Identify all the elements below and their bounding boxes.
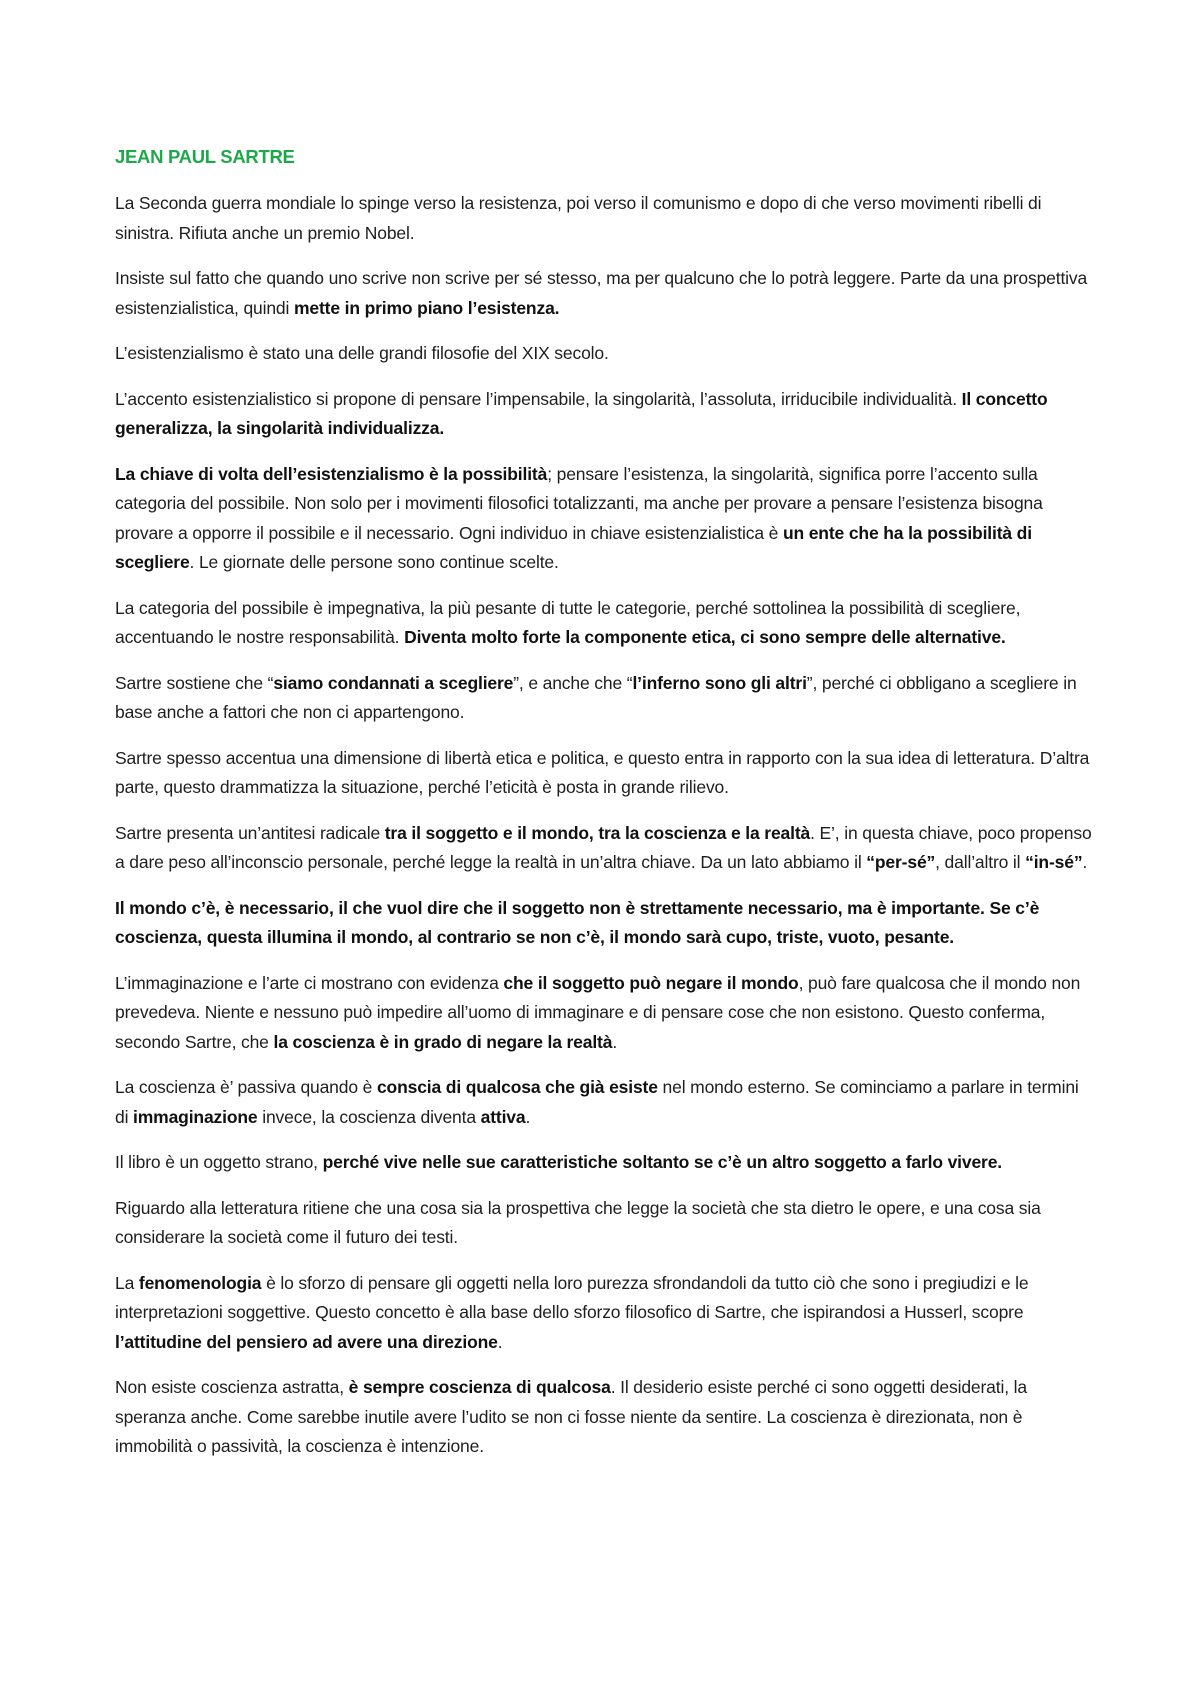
paragraph	[115, 1269, 1092, 1358]
paragraph	[115, 1373, 1092, 1462]
text-segment: Riguardo alla letteratura ritiene che una cosa sia la prospettiva che legge la società che sta dietro le opere, e una cosa sia considerare la società come il futuro dei testi.	[115, 1197, 1041, 1247]
bold-text-segment: mette in primo piano l’esistenza.	[293, 297, 560, 318]
text-segment: La coscienza è’ passiva quando è	[115, 1077, 377, 1097]
paragraph	[115, 594, 1092, 653]
text-segment: , dall’altro il	[935, 852, 1026, 872]
bold-text-segment: l’attitudine del pensiero ad avere una direzione	[115, 1331, 498, 1352]
bold-text-segment: La chiave di volta dell’esistenzialismo è la possibilità	[115, 463, 548, 484]
paragraph	[115, 1194, 1092, 1253]
text-segment: L’accento esistenzialistico si propone di pensare l’impensabile, la singolarità, l’assoluta, irriducibile individualità.	[115, 388, 962, 409]
text-segment: Sartre spesso accentua una dimensione di libertà etica e politica, e questo entra in rapporto con la sua idea di letteratura. D’altra parte, questo drammatizza la situazione, perché l’eticità è posta in grande rilievo.	[115, 747, 1090, 797]
paragraph	[115, 819, 1092, 878]
bold-text-segment: “per-sé”	[866, 852, 936, 872]
bold-text-segment: che il soggetto può negare il mondo	[503, 972, 799, 993]
text-segment: La	[115, 1272, 139, 1293]
bold-text-segment: un ente che ha la possibilità di scegliere	[115, 522, 1032, 572]
bold-text-segment: Il mondo c’è, è necessario, il che vuol dire che il soggetto non è strettamente necessario, ma è importante. Se c’è coscienza, questa illumina il mondo, al contrario se non c’è, il mondo sarà cupo, triste, vuoto, pesante.	[115, 897, 1040, 947]
paragraph	[115, 1073, 1092, 1132]
bold-text-segment: attiva	[480, 1106, 526, 1127]
text-segment: L’immaginazione e l’arte ci mostrano con evidenza	[115, 972, 504, 993]
text-segment: ”, perché ci obbligano a scegliere in base anche a fattori che non ci appartengono.	[115, 672, 1077, 722]
text-segment: ”, e anche che “	[513, 672, 633, 693]
document-body	[115, 189, 1092, 1462]
text-segment: . E’, in questa chiave, poco propenso a dare peso all’inconscio personale, perché legge la realtà in un’altra chiave. Da un lato abbiamo il	[115, 822, 1092, 872]
bold-text-segment: tra il soggetto e il mondo, tra la coscienza e la realtà	[384, 822, 811, 843]
bold-text-segment: Diventa molto forte la componente etica, ci sono sempre delle alternative.	[404, 627, 1006, 647]
bold-text-segment: Il concetto generalizza, la singolarità individualizza.	[115, 388, 1048, 438]
text-segment: invece, la coscienza diventa	[257, 1106, 481, 1127]
bold-text-segment: la coscienza è in grado di negare la realtà	[273, 1031, 613, 1052]
bold-text-segment: siamo condannati a scegliere	[273, 672, 514, 693]
text-segment: La Seconda guerra mondiale lo spinge verso la resistenza, poi verso il comunismo e dopo di che verso movimenti ribelli di sinistra. Rifiuta anche un premio Nobel.	[115, 193, 1042, 243]
text-segment: La categoria del possibile è impegnativa, la più pesante di tutte le categorie, perché sottolinea la possibilità di scegliere, accentuando le nostre responsabilità.	[115, 597, 1021, 647]
text-segment: .	[612, 1031, 618, 1052]
document-title: JEAN PAUL SARTRE	[115, 146, 295, 167]
paragraph	[115, 460, 1092, 578]
paragraph	[115, 669, 1092, 728]
text-segment: L’esistenzialismo è stato una delle grandi filosofie del XIX secolo.	[115, 343, 609, 363]
text-segment: Sartre sostiene che “	[115, 672, 274, 693]
paragraph	[115, 969, 1092, 1058]
paragraph	[115, 264, 1092, 323]
bold-text-segment: l’inferno sono gli altri	[632, 672, 807, 693]
text-segment: Non esiste coscienza astratta,	[115, 1377, 349, 1397]
text-segment: ; pensare l’esistenza, la singolarità, significa porre l’accento sulla categoria del possibile. Non solo per i movimenti filosofici totalizzanti, ma anche per provare a pensare l’esistenza bisogna provare a opporre il possibile e il necessario. Ogni individuo in chiave esistenzialistica è	[115, 463, 1043, 543]
text-segment: nel mondo esterno. Se cominciamo a parlare in termini di	[115, 1077, 1079, 1127]
text-segment: , può fare qualcosa che il mondo non prevedeva. Niente e nessuno può impedire all’uomo di immaginare e di pensare cose che non esistono. Questo conferma, secondo Sartre, che	[115, 972, 1081, 1052]
text-segment: .	[497, 1331, 503, 1352]
bold-text-segment: è sempre coscienza di qualcosa	[348, 1377, 611, 1397]
paragraph	[115, 894, 1092, 953]
text-segment: .	[525, 1106, 531, 1127]
text-segment: è lo sforzo di pensare gli oggetti nella loro purezza sfrondandoli da tutto ciò che sono i pregiudizi e le interpretazioni soggettive. Questo concetto è alla base dello sforzo filosofico di Sartre, che ispirandosi a Husserl, scopre	[115, 1272, 1029, 1322]
text-segment: .	[1082, 852, 1088, 872]
bold-text-segment: “in-sé”	[1025, 852, 1083, 872]
bold-text-segment: fenomenologia	[138, 1272, 262, 1293]
bold-text-segment: immaginazione	[133, 1106, 258, 1127]
text-segment: Il libro è un oggetto strano,	[115, 1152, 323, 1172]
bold-text-segment: perché vive nelle sue caratteristiche soltanto se c’è un altro soggetto a farlo vivere.	[322, 1152, 1003, 1172]
paragraph	[115, 189, 1092, 248]
paragraph	[115, 385, 1092, 444]
text-segment: . Il desiderio esiste perché ci sono oggetti desiderati, la speranza anche. Come sarebbe inutile avere l’udito se non ci fosse niente da sentire. La coscienza è direzionata, non è immobilità o passività, la coscienza è intenzione.	[115, 1377, 1027, 1456]
bold-text-segment: conscia di qualcosa che già esiste	[376, 1077, 658, 1097]
paragraph	[115, 1148, 1092, 1178]
text-segment: . Le giornate delle persone sono continue scelte.	[189, 552, 559, 572]
text-segment: Sartre presenta un’antitesi radicale	[115, 822, 385, 843]
paragraph	[115, 744, 1092, 803]
paragraph	[115, 339, 1092, 369]
text-segment: Insiste sul fatto che quando uno scrive non scrive per sé stesso, ma per qualcuno che lo potrà leggere. Parte da una prospettiva esistenzialistica, quindi	[115, 268, 1088, 318]
